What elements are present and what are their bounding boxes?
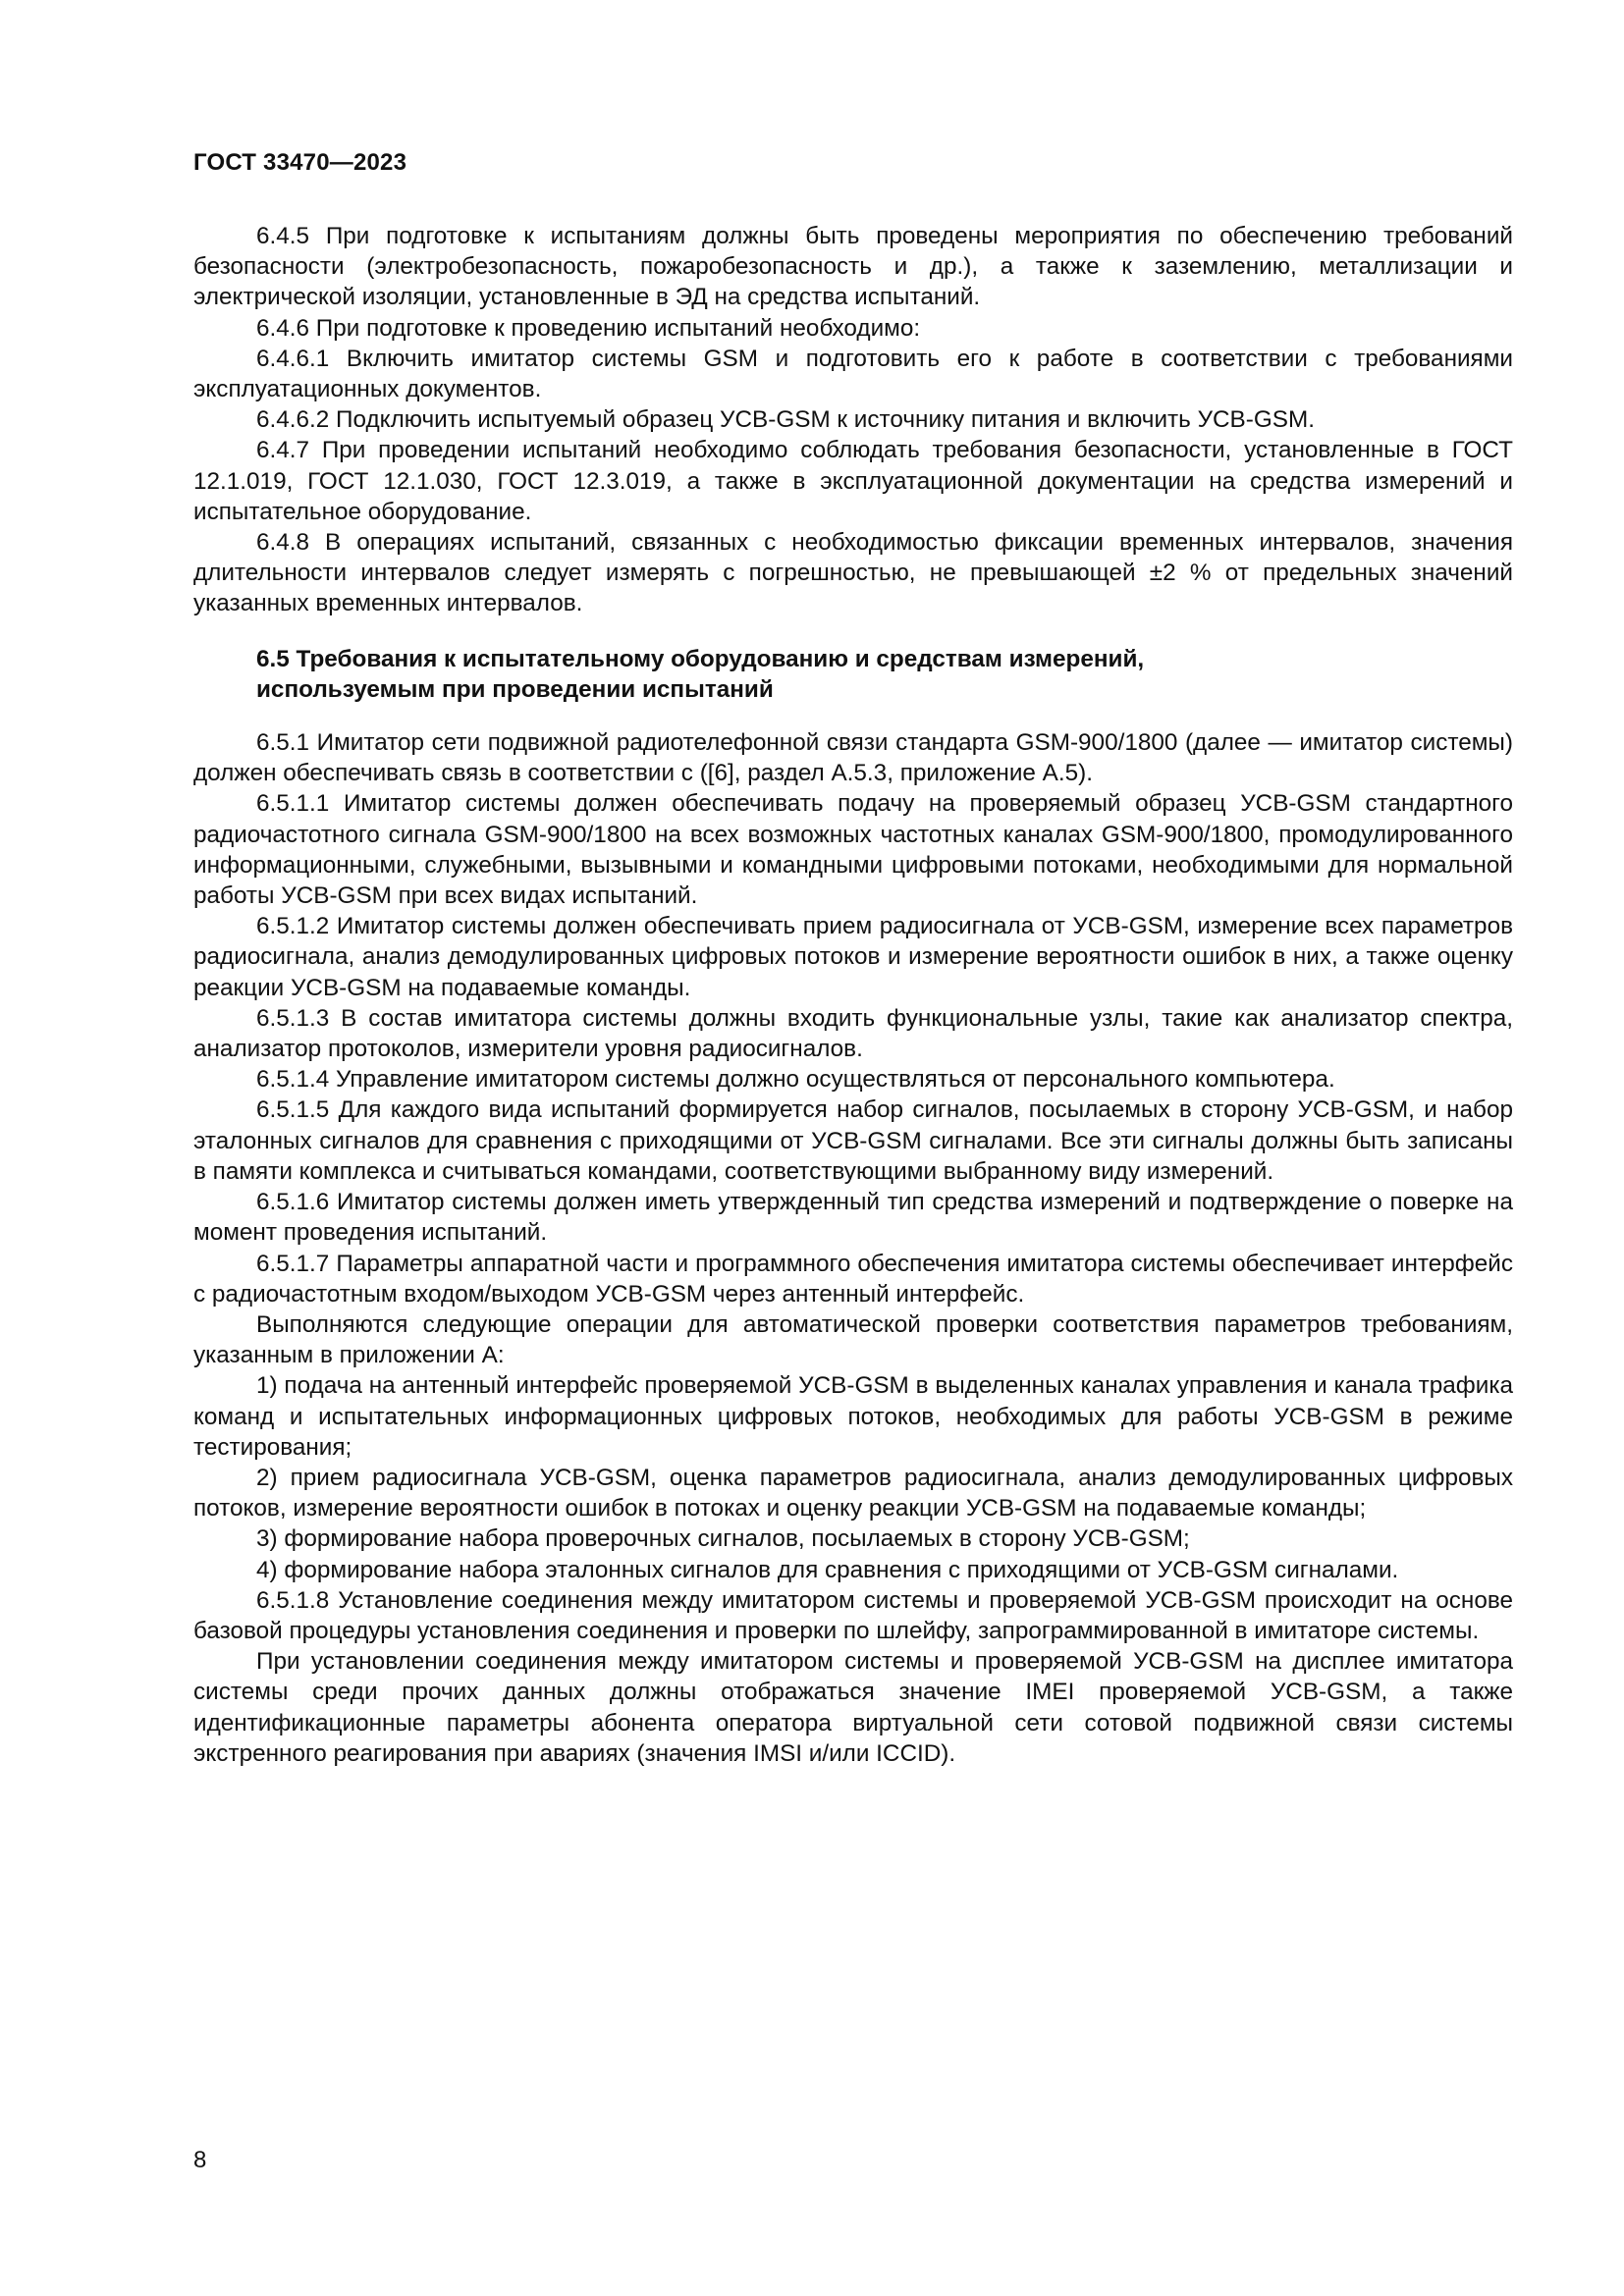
paragraph-operations-intro: Выполняются следующие операции для автоматической проверки соответствия параметров требованиям, указанным в приложении А:: [193, 1310, 1513, 1369]
paragraph-6-5-1-3: 6.5.1.3 В состав имитатора системы должны входить функциональные узлы, такие как анализатор спектра, анализатор протоколов, измерители уровня радиосигналов.: [193, 1004, 1513, 1063]
paragraph-6-5-1-1: 6.5.1.1 Имитатор системы должен обеспечивать подачу на проверяемый образец УСВ-GSM стандартного радиочастотного сигнала GSM-900/1800 на всех возможных частотных каналах GSM-900/1800, промодулированного информационными, служебными, вызывными и командными цифровыми потоками, необходимыми для нормальной работы УСВ-GSM при всех видах испытаний.: [193, 790, 1513, 910]
paragraph-6-4-6-2: 6.4.6.2 Подключить испытуемый образец УСВ-GSM к источнику питания и включить УСВ-GSM.: [256, 406, 1315, 434]
paragraph-6-4-7: 6.4.7 При проведении испытаний необходимо соблюдать требования безопасности, установленные в ГОСТ 12.1.019, ГОСТ 12.1.030, ГОСТ 12.3.019, а также в эксплуатационной документации на средства измерений и испытательное оборудование.: [193, 437, 1513, 525]
paragraph-6-4-6: 6.4.6 При подготовке к проведению испытаний необходимо:: [256, 314, 921, 342]
section-title-line-2: используемым при проведении испытаний: [256, 675, 774, 703]
document-body: [193, 221, 1513, 1769]
paragraph-6-5-1: 6.5.1 Имитатор сети подвижной радиотелефонной связи стандарта GSM-900/1800 (далее — имитатор системы) должен обеспечивать связь в соответствии с ([6], раздел А.5.3, приложение А.5).: [193, 729, 1513, 787]
section-title-6-5: [193, 644, 1513, 705]
page-number: 8: [193, 2147, 207, 2173]
list-item-4: 4) формирование набора эталонных сигналов для сравнения с приходящими от УСВ-GSM сигналами.: [256, 1556, 1399, 1583]
paragraph-6-5-1-7: 6.5.1.7 Параметры аппаратной части и программного обеспечения имитатора системы обеспечивает интерфейс с радиочастотным входом/выходом УСВ-GSM через антенный интерфейс.: [193, 1250, 1513, 1308]
document-header: ГОСТ 33470—2023: [193, 149, 407, 176]
paragraph-6-4-6-1: 6.4.6.1 Включить имитатор системы GSM и подготовить его к работе в соответствии с требованиями эксплуатационных документов.: [193, 345, 1513, 403]
paragraph-6-5-1-5: 6.5.1.5 Для каждого вида испытаний формируется набор сигналов, посылаемых в сторону УСВ-GSM, и набор эталонных сигналов для сравнения с приходящими от УСВ-GSM сигналами. Все эти сигналы должны быть записаны в памяти комплекса и считываться командами, соответствующими выбранному виду измерений.: [193, 1096, 1513, 1185]
list-item-1: 1) подача на антенный интерфейс проверяемой УСВ-GSM в выделенных каналах управления и канала трафика команд и испытательных информационных цифровых потоков, необходимых для работы УСВ-GSM в режиме тестирования;: [193, 1372, 1513, 1461]
paragraph-6-4-5: 6.4.5 При подготовке к испытаниям должны быть проведены мероприятия по обеспечению требований безопасности (электробезопасность, пожаробезопасность и др.), а также к заземлению, металлизации и электрической изоляции, установленные в ЭД на средства испытаний.: [193, 223, 1513, 311]
paragraph-6-5-1-2: 6.5.1.2 Имитатор системы должен обеспечивать прием радиосигнала от УСВ-GSM, измерение всех параметров радиосигнала, анализ демодулированных цифровых потоков и измерение вероятности ошибок в них, а также оценку реакции УСВ-GSM на подаваемые команды.: [193, 913, 1513, 1001]
list-item-2: 2) прием радиосигнала УСВ-GSM, оценка параметров радиосигнала, анализ демодулированных цифровых потоков, измерение вероятности ошибок в потоках и оценку реакции УСВ-GSM на подаваемые команды;: [193, 1464, 1513, 1522]
paragraph-6-5-1-4: 6.5.1.4 Управление имитатором системы должно осуществляться от персонального компьютера.: [256, 1066, 1335, 1094]
section-title-line-1: 6.5 Требования к испытательному оборудованию и средствам измерений,: [256, 645, 1145, 672]
paragraph-6-4-8: 6.4.8 В операциях испытаний, связанных с необходимостью фиксации временных интервалов, значения длительности интервалов следует измерять с погрешностью, не превышающей ±2 % от предельных значений указанных временных интервалов.: [193, 529, 1513, 617]
paragraph-6-5-1-8: 6.5.1.8 Установление соединения между имитатором системы и проверяемой УСВ-GSM происходит на основе базовой процедуры установления соединения и проверки по шлейфу, запрограммированной в имитаторе системы.: [193, 1586, 1513, 1644]
list-item-3: 3) формирование набора проверочных сигналов, посылаемых в сторону УСВ-GSM;: [256, 1525, 1190, 1553]
paragraph-6-5-1-6: 6.5.1.6 Имитатор системы должен иметь утвержденный тип средства измерений и подтверждение о поверке на момент проведения испытаний.: [193, 1189, 1513, 1247]
paragraph-connection-display: При установлении соединения между имитатором системы и проверяемой УСВ-GSM на дисплее имитатора системы среди прочих данных должны отображаться значение IMEI проверяемой УСВ-GSM, а также идентификационные параметры абонента оператора виртуальной сети сотовой подвижной связи системы экстренного реагирования при авариях (значения IMSI и/или ICCID).: [193, 1648, 1513, 1767]
